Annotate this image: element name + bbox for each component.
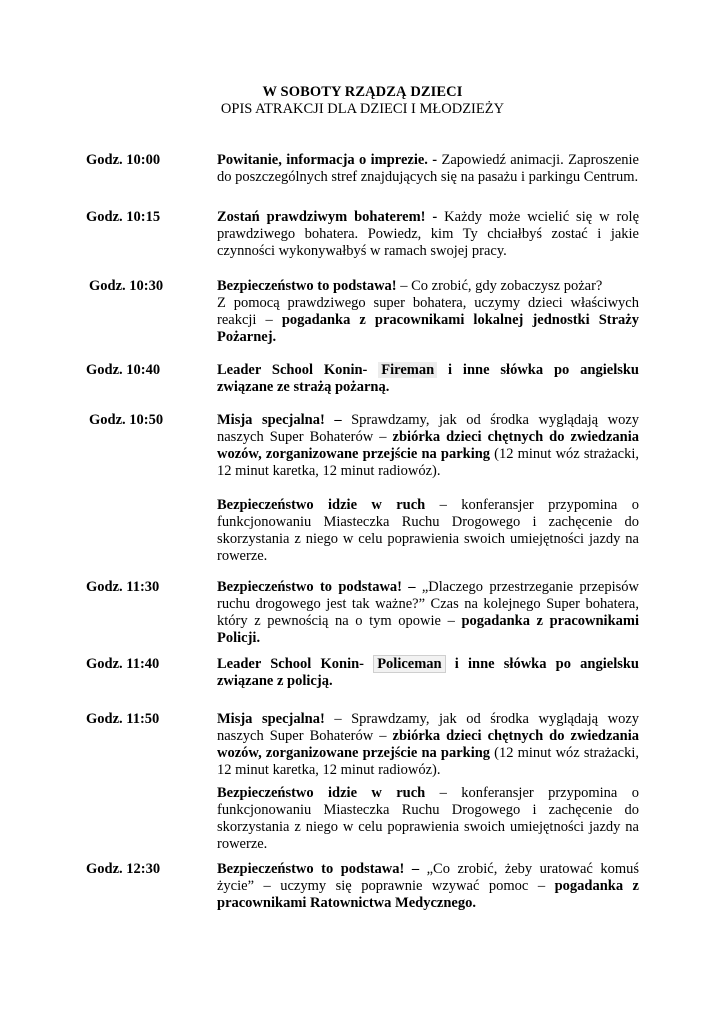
schedule-description <box>217 362 639 396</box>
schedule-description <box>217 656 639 690</box>
document-title: W SOBOTY RZĄDZĄ DZIECI <box>262 84 463 100</box>
description-bold: Bezpieczeństwo idzie w ruch <box>217 785 426 801</box>
description-bold: zbiórka dzieci chętnych do zwiedzania wozów, zorganizowane przejście na parking <box>217 429 639 462</box>
description-text: Sprawdzamy, jak od środka wyglądają wozy naszych Super Bohaterów – <box>217 412 640 445</box>
description-bold: i inne słówka po angielsku związane ze strażą pożarną. <box>217 362 639 395</box>
description-bold: pogadanka z pracownikami Policji. <box>217 613 639 646</box>
description-bold: zbiórka dzieci chętnych do zwiedzania wozów, zorganizowane przejście na parking <box>217 728 639 761</box>
description-bold: Leader School Konin- <box>217 362 368 378</box>
schedule-time: Godz. 10:40 <box>86 362 161 378</box>
description-text: Każdy może wcielić się w rolę prawdziwego bohatera. Powiedz, kim Ty chciałbyś zostać i jakie czynności wykonywałbyś w ramach swojej pracy. <box>217 209 640 259</box>
schedule-description <box>217 861 639 912</box>
description-text: Zapowiedź animacji. Zaproszenie do poszczególnych stref znajdujących się na pasażu i parkingu Centrum. <box>217 152 639 185</box>
schedule-description <box>217 711 639 853</box>
schedule-time: Godz. 10:00 <box>86 152 161 168</box>
description-bold: Misja specjalna! <box>217 711 325 727</box>
schedule-description <box>217 579 639 647</box>
description-text: „Co zrobić, żeby uratować komuś życie” – uczymy się poprawnie wzywać pomoc – <box>217 861 639 894</box>
description-bold: pogadanka z pracownikami lokalnej jednostki Straży Pożarnej. <box>217 312 639 345</box>
description-bold: Bezpieczeństwo to podstawa! – <box>217 579 416 595</box>
schedule-time: Godz. 12:30 <box>86 861 161 877</box>
schedule-description <box>217 152 639 186</box>
description-bold: Bezpieczeństwo to podstawa! <box>217 278 397 294</box>
description-text: Z pomocą prawdziwego super bohatera, uczymy dzieci właściwych reakcji – <box>217 295 639 328</box>
schedule-time: Godz. 10:30 <box>89 278 164 294</box>
schedule-time: Godz. 10:15 <box>86 209 161 225</box>
description-bold: Bezpieczeństwo to podstawa! – <box>217 861 420 877</box>
schedule-description <box>217 412 639 565</box>
description-bold: pogadanka z pracownikami Ratownictwa Medycznego. <box>217 878 639 911</box>
description-text: „Dlaczego przestrzeganie przepisów ruchu drogowego jest tak ważne?” Czas na kolejnego Super bohatera, który z pewnością na o tym opowie – <box>217 579 639 629</box>
description-text: – konferansjer przypomina o funkcjonowaniu Miasteczka Ruchu Drogowego i zachęcenie do skorzystania z niego w celu poprawienia swoich umiejętności jazdy na rowerze. <box>217 497 639 564</box>
description-bold: Leader School Konin- <box>217 656 364 672</box>
description-bold: i inne słówka po angielsku związane z policją. <box>217 656 639 689</box>
header <box>0 84 725 118</box>
schedule-time: Godz. 11:40 <box>86 656 160 672</box>
description-text: – Sprawdzamy, jak od środka wyglądają wozy naszych Super Bohaterów – <box>217 711 640 744</box>
schedule-time: Godz. 11:50 <box>86 711 160 727</box>
description-bold: Powitanie, informacja o imprezie. - <box>217 152 438 168</box>
schedule-time: Godz. 11:30 <box>86 579 160 595</box>
description-text: – Co zrobić, gdy zobaczysz pożar? <box>396 278 603 294</box>
schedule-description <box>217 278 639 346</box>
highlighted-word: Policeman <box>373 655 445 673</box>
description-bold: Misja specjalna! – <box>217 412 342 428</box>
description-text: (12 minut wóz strażacki, 12 minut karetka, 12 minut radiowóz). <box>217 745 640 778</box>
schedule-description <box>217 209 639 260</box>
schedule-time: Godz. 10:50 <box>89 412 164 428</box>
description-bold: Zostań prawdziwym bohaterem! - <box>217 209 438 225</box>
description-bold: Bezpieczeństwo idzie w ruch <box>217 497 426 513</box>
highlighted-word: Fireman <box>378 362 437 378</box>
document-subtitle: OPIS ATRAKCJI DLA DZIECI I MŁODZIEŻY <box>220 101 505 117</box>
description-text: (12 minut wóz strażacki, 12 minut karetka, 12 minut radiowóz). <box>217 446 640 479</box>
description-text: – konferansjer przypomina o funkcjonowaniu Miasteczka Ruchu Drogowego i zachęcenie do skorzystania z niego w celu poprawienia swoich umiejętności jazdy na rowerze. <box>217 785 639 852</box>
